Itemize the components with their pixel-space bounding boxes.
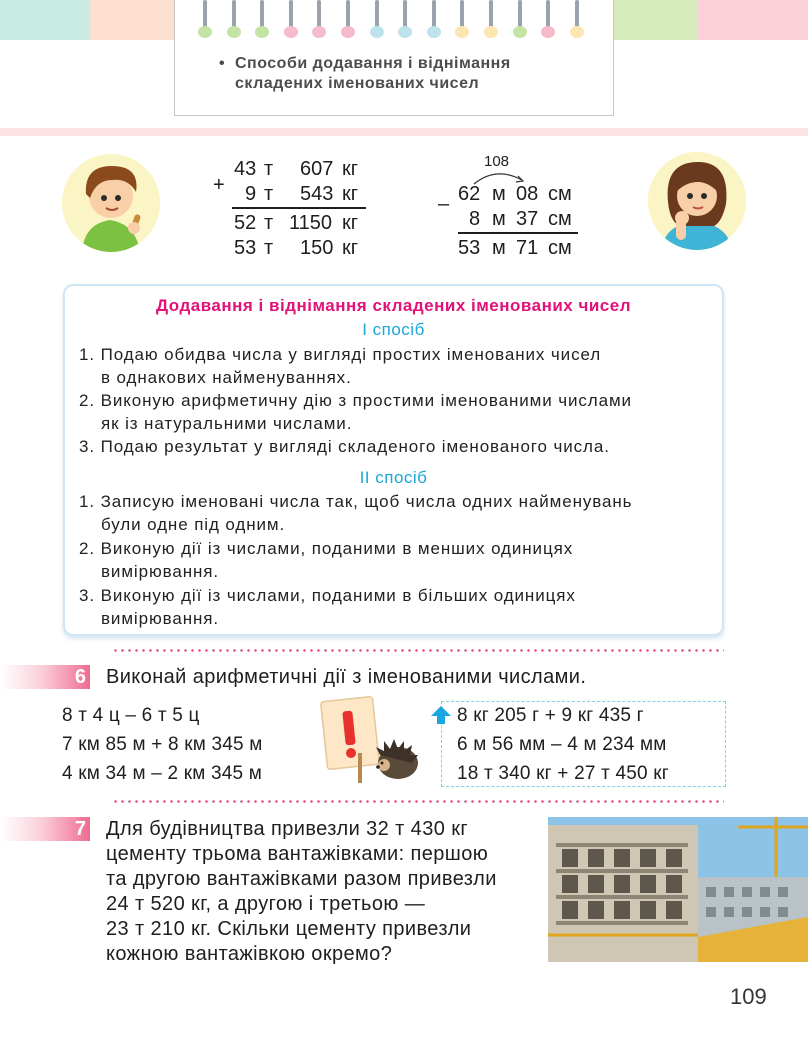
dotted-separator-1 bbox=[112, 649, 724, 652]
task7-number: 7 bbox=[74, 818, 86, 840]
way2-step-3b: вимірювання. bbox=[101, 609, 219, 628]
way2-step-1a: 1. Записую іменовані числа так, щоб числа одних найменувань bbox=[79, 492, 633, 511]
add-row4-tu: т bbox=[264, 237, 274, 259]
boy-icon bbox=[62, 154, 160, 252]
hedgehog-warning-icon bbox=[318, 693, 424, 785]
spiral-ring bbox=[312, 0, 326, 38]
sub-row2-cmu: см bbox=[548, 208, 572, 230]
task7-line-3: та другою вантажівками разом привезли bbox=[106, 868, 497, 890]
minus-sign: – bbox=[438, 193, 450, 215]
add-row3-tu: т bbox=[264, 212, 274, 234]
add-row2-tu: т bbox=[264, 183, 274, 205]
ring-hole bbox=[341, 26, 355, 38]
task6-left-3: 4 км 34 м – 2 км 345 м bbox=[62, 763, 263, 784]
spiral-ring bbox=[484, 0, 498, 38]
sub-row1-cm: 08 bbox=[516, 183, 539, 205]
spiral-ring bbox=[370, 0, 384, 38]
task6-right-1: 8 кг 205 г + 9 кг 435 г bbox=[457, 705, 644, 726]
sub-diff-line bbox=[458, 232, 578, 234]
topic-line-2: складених іменованих чисел bbox=[235, 75, 480, 92]
add-row3-kgu: кг bbox=[342, 212, 359, 234]
spiral-ring bbox=[513, 0, 527, 38]
ring-hole bbox=[255, 26, 269, 38]
sub-row2-cm: 37 bbox=[516, 208, 539, 230]
task7-line-5: 23 т 210 кг. Скільки цементу привезли bbox=[106, 918, 472, 940]
add-row2-t: 9 bbox=[245, 183, 257, 205]
ring-hole bbox=[570, 26, 584, 38]
ring-hole bbox=[484, 26, 498, 38]
task6-left-1: 8 т 4 ц – 6 т 5 ц bbox=[62, 705, 200, 726]
way1-step-1a: 1. Подаю обидва числа у вигляді простих іменованих чисел bbox=[79, 345, 602, 364]
sub-row1-cmu: см bbox=[548, 183, 572, 205]
way2-step-2b: вимірювання. bbox=[101, 562, 219, 581]
way2-heading: ІІ спосіб bbox=[359, 468, 428, 487]
add-sum-line bbox=[232, 207, 366, 209]
way2-step-3a: 3. Виконую дії із числами, поданими в більших одиницях bbox=[79, 586, 576, 605]
spiral-ring bbox=[284, 0, 298, 38]
ring-hole bbox=[513, 26, 527, 38]
spiral-ring bbox=[427, 0, 441, 38]
add-row1-kg: 607 bbox=[300, 158, 334, 180]
way1-step-2b: як із натуральними числами. bbox=[101, 414, 353, 433]
add-row2-kgu: кг bbox=[342, 183, 359, 205]
add-row3-kg: 1150 bbox=[289, 212, 333, 234]
sub-row3-cm: 71 bbox=[516, 237, 539, 259]
add-row4-t: 53 bbox=[234, 237, 257, 259]
task6-right-2: 6 м 56 мм – 4 м 234 мм bbox=[457, 734, 667, 755]
construction-photo bbox=[548, 817, 808, 962]
girl-illustration bbox=[648, 152, 746, 250]
page-number: 109 bbox=[730, 984, 767, 1009]
bullet-icon: • bbox=[219, 55, 226, 72]
way1-heading: І спосіб bbox=[362, 320, 425, 339]
spiral-ring bbox=[455, 0, 469, 38]
task7-number-tab bbox=[0, 817, 90, 841]
ring-hole bbox=[198, 26, 212, 38]
spiral-ring bbox=[341, 0, 355, 38]
up-arrow-icon bbox=[430, 705, 452, 725]
add-row1-tu: т bbox=[264, 158, 274, 180]
ring-hole bbox=[370, 26, 384, 38]
task7-line-4: 24 т 520 кг, а другою і третьою — bbox=[106, 893, 426, 915]
rule-box bbox=[63, 284, 724, 636]
add-row1-t: 43 bbox=[234, 158, 257, 180]
sub-row2-m: 8 bbox=[469, 208, 481, 230]
header-band-peach bbox=[90, 0, 174, 40]
topic-title bbox=[219, 54, 511, 94]
header-band-mint bbox=[0, 0, 90, 40]
task6-left-2: 7 км 85 м + 8 км 345 м bbox=[62, 734, 263, 755]
topic-card bbox=[174, 0, 614, 116]
way1-step-2a: 2. Виконую арифметичну дію з простими іменованими числами bbox=[79, 391, 632, 410]
task6-right-3: 18 т 340 кг + 27 т 450 кг bbox=[457, 763, 669, 784]
sub-row3-mu: м bbox=[492, 237, 506, 259]
sub-row2-mu: м bbox=[492, 208, 506, 230]
add-row1-kgu: кг bbox=[342, 158, 359, 180]
task7-line-1: Для будівництва привезли 32 т 430 кг bbox=[106, 818, 469, 840]
rule-title: Додавання і віднімання складених іменованих чисел bbox=[155, 296, 632, 315]
spiral-ring bbox=[570, 0, 584, 38]
ring-hole bbox=[455, 26, 469, 38]
ring-hole bbox=[284, 26, 298, 38]
task7-line-6: кожною вантажівкою окремо? bbox=[106, 943, 393, 965]
building-icon bbox=[548, 817, 808, 962]
add-row4-kgu: кг bbox=[342, 237, 359, 259]
plus-sign: + bbox=[213, 174, 225, 196]
ring-hole bbox=[541, 26, 555, 38]
girl-icon bbox=[648, 152, 746, 250]
way2-step-1b: були одне під одним. bbox=[101, 515, 286, 534]
task6-text: Виконай арифметичні дії з іменованими числами. bbox=[106, 666, 587, 688]
task7-line-2: цементу трьома вантажівками: першою bbox=[106, 843, 489, 865]
boy-illustration bbox=[62, 154, 160, 252]
add-row3-t: 52 bbox=[234, 212, 257, 234]
spiral-ring bbox=[255, 0, 269, 38]
dotted-separator-2 bbox=[112, 800, 724, 803]
sub-row1-mu: м bbox=[492, 183, 506, 205]
add-row4-kg: 150 bbox=[300, 237, 334, 259]
spiral-ring bbox=[198, 0, 212, 38]
ring-hole bbox=[427, 26, 441, 38]
task6-number: 6 bbox=[74, 666, 86, 688]
task6-number-tab bbox=[0, 665, 90, 689]
topic-line-1: Способи додавання і віднімання bbox=[235, 55, 511, 72]
sub-row1-m: 62 bbox=[458, 183, 481, 205]
spiral-ring bbox=[227, 0, 241, 38]
header-band-pink bbox=[698, 0, 808, 40]
way1-step-1b: в однакових найменуваннях. bbox=[101, 368, 352, 387]
header-divider bbox=[0, 128, 808, 136]
ring-hole bbox=[227, 26, 241, 38]
sub-row3-m: 53 bbox=[458, 237, 481, 259]
way2-step-2a: 2. Виконую дії із числами, поданими в менших одиницях bbox=[79, 539, 574, 558]
borrow-label: 108 bbox=[484, 153, 510, 170]
sub-row3-cmu: см bbox=[548, 237, 572, 259]
header-band-green bbox=[614, 0, 698, 40]
add-row2-kg: 543 bbox=[300, 183, 334, 205]
way1-step-3: 3. Подаю результат у вигляді складеного іменованого числа. bbox=[79, 437, 610, 456]
spiral-ring bbox=[541, 0, 555, 38]
ring-hole bbox=[398, 26, 412, 38]
spiral-ring bbox=[398, 0, 412, 38]
ring-hole bbox=[312, 26, 326, 38]
